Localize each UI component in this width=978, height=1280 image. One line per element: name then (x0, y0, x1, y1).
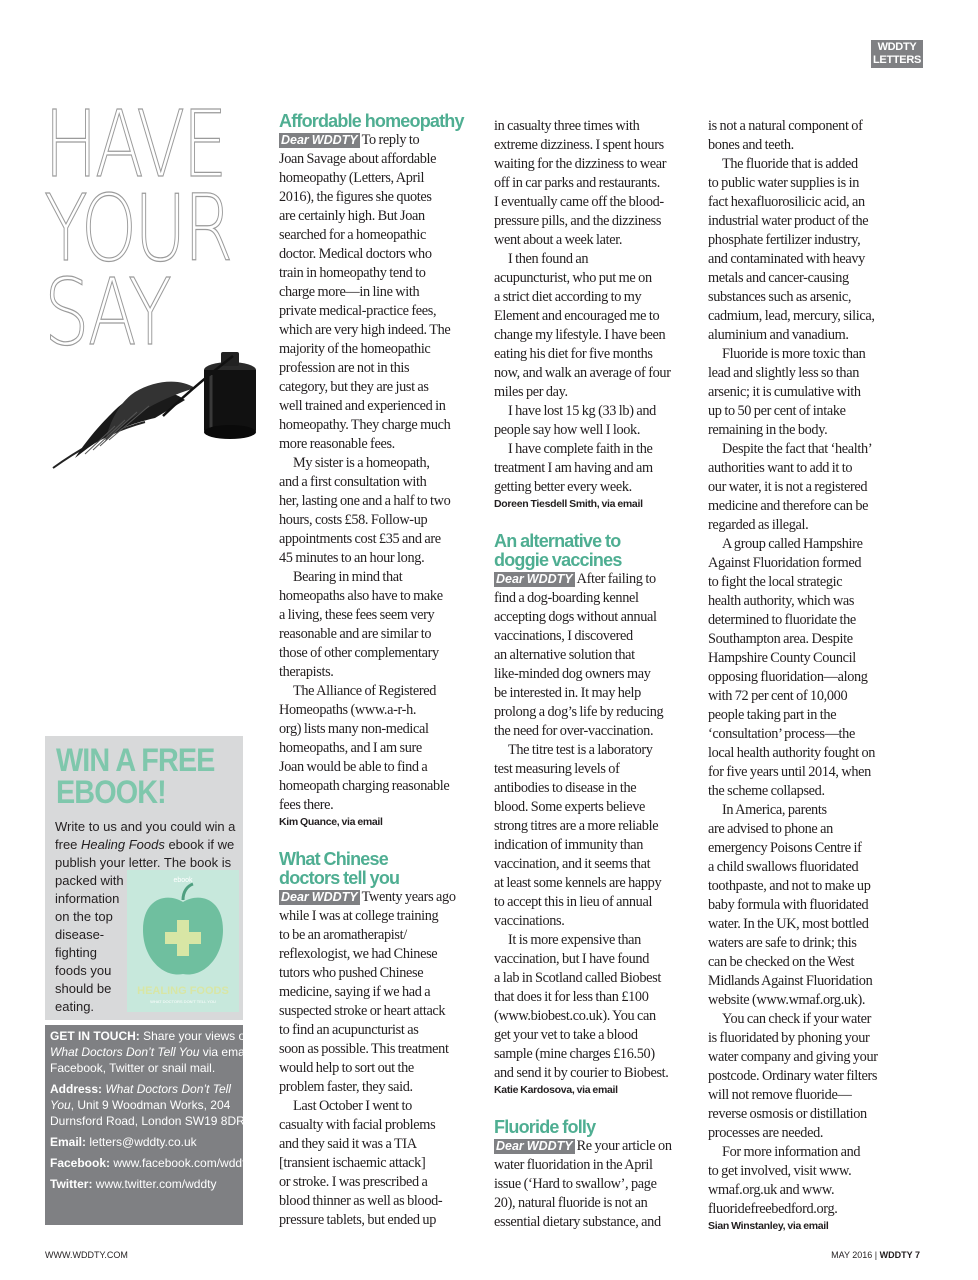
cover-title: HEALING FOODS (137, 985, 229, 997)
text-line: a living, these fees seem very (279, 607, 435, 623)
text-line: reflexologist, we had Chinese (279, 946, 438, 962)
contact-line: Twitter: www.twitter.com/wddty (50, 1177, 217, 1191)
text-line: A group called Hampshire (722, 536, 863, 552)
text-line: charge more—in line with (279, 284, 420, 300)
text-line: homeopathy (Letters, April (279, 170, 425, 186)
text-line: are advised to phone an (708, 821, 833, 837)
text-line: Last October I went to (293, 1098, 412, 1114)
title-line: HAVE (44, 91, 225, 198)
text-line: doctor. Medical doctors who (279, 246, 432, 262)
promo-text-line: on the top (55, 909, 113, 924)
text-line: strong titres are a more reliable (494, 818, 659, 834)
footer-page-info (831, 1250, 920, 1261)
text-line: are certainly high. But Joan (279, 208, 425, 224)
letter-paragraph (494, 402, 694, 440)
letter-signature: Katie Kardosova, via email (494, 1084, 618, 1096)
text-line: metals and cancer-causing (708, 270, 849, 286)
contact-block (50, 1028, 254, 1076)
text-line: hours, costs £58. Follow-up (279, 512, 428, 528)
text-line: tutors who pushed Chinese (279, 965, 424, 981)
page-title (44, 91, 231, 366)
letter-paragraph (279, 682, 479, 815)
text-line: is fluoridated by phoning your (708, 1030, 870, 1046)
text-line: Bearing in mind that (293, 569, 403, 585)
text-line: category, but they are just as (279, 379, 429, 395)
text-line: waters are safe to drink; this (708, 935, 857, 951)
text-line: eating his diet for five months (494, 346, 653, 362)
text-line: 45 minutes to an hour long. (279, 550, 425, 566)
letter-paragraph (708, 440, 908, 535)
contact-line: You, Unit 9 Woodman Works, 204 (50, 1098, 231, 1112)
text-line: emergency Poisons Centre if (708, 840, 862, 856)
text-line: I have complete faith in the (508, 441, 653, 457)
text-line: ‘consultation’ process—the (708, 726, 855, 742)
text-line: reasonable and are similar to (279, 626, 432, 642)
text-line: Joan would be able to find a (279, 759, 428, 775)
text-line: at least some kennels are happy (494, 875, 662, 891)
text-line: postcode. Ordinary water filters (708, 1068, 878, 1084)
text-line: issue (‘Hard to swallow’, page (494, 1176, 657, 1192)
letter-heading (494, 532, 694, 570)
text-line: I then found an (508, 251, 589, 267)
text-line: phosphate fertilizer industry, (708, 232, 861, 248)
dear-wddty-tag: Dear WDDTY (496, 572, 573, 586)
text-line: prolong a dog’s life by reducing (494, 704, 664, 720)
text-line: now, and walk an average of four (494, 365, 671, 381)
ebook-promo (45, 736, 243, 1020)
text-line: an alternative solution that (494, 647, 635, 663)
contact-block (50, 1081, 245, 1129)
promo-headline (56, 744, 214, 808)
text-line: baby formula with fluoridated (708, 897, 869, 913)
text-line: like-minded dog owners may (494, 666, 651, 682)
text-line: and contaminated with heavy (708, 251, 865, 267)
text-line: find a dog-boarding kennel (494, 590, 639, 606)
dear-wddty-tag: Dear WDDTY (281, 133, 358, 147)
letter-paragraph (279, 888, 479, 1097)
text-line: homeopathy. They charge much (279, 417, 451, 433)
text-line: pressure pills, and the dizziness (494, 213, 662, 229)
footer-page-number: WDDTY 7 (879, 1250, 920, 1260)
text-line: [transient ischaemic attack] (279, 1155, 426, 1171)
letter-paragraph (494, 741, 694, 931)
text-line: Element and encouraged me to (494, 308, 660, 324)
contact-block (50, 1155, 252, 1171)
text-line: fluoridefreebedford.org. (708, 1201, 838, 1217)
promo-text-line: eating. (55, 999, 95, 1014)
contact-block (50, 1134, 239, 1150)
text-line: industrial water product of the (708, 213, 869, 229)
text-line: (www.biobest.co.uk). You can (494, 1008, 656, 1024)
text-line: Fluoride is more toxic than (722, 346, 866, 362)
dear-wddty-tag: Dear WDDTY (281, 890, 358, 904)
text-line: pressure tablets, but ended up (279, 1212, 437, 1228)
article-column-3 (708, 117, 908, 1254)
text-line: or stroke. I was prescribed a (279, 1174, 428, 1190)
letter-heading-line: Affordable homeopathy (279, 111, 464, 131)
text-line: be interested in. It may help (494, 685, 641, 701)
text-line: those of other complementary (279, 645, 439, 661)
text-line: while I was at college training (279, 908, 439, 924)
promo-headline-line: EBOOK! (56, 774, 166, 810)
title-line: YOUR (44, 175, 231, 282)
text-line: would help to sort out the (279, 1060, 414, 1076)
text-line: indication of immunity than (494, 837, 644, 853)
text-line: local health authority fought on (708, 745, 876, 761)
text-line: and they said it was a TIA (279, 1136, 417, 1152)
text-line: which are very high indeed. The (279, 322, 451, 338)
text-line: opposing fluoridation—along (708, 669, 868, 685)
text-line: remaining in the body. (708, 422, 828, 438)
contact-line: Address: What Doctors Don’t Tell (50, 1082, 231, 1096)
badge-brand: WDDTY (877, 41, 917, 53)
text-line: vaccinations. (494, 913, 565, 929)
text-line: It is more expensive than (508, 932, 641, 948)
text-line: vaccinations, I discovered (494, 628, 633, 644)
text-line: majority of the homeopathic (279, 341, 431, 357)
text-line: and a first consultation with (279, 474, 427, 490)
text-line: vaccination, and it seems that (494, 856, 651, 872)
text-line: medicine and therefore can be (708, 498, 869, 514)
text-line: aluminium and vanadium. (708, 327, 849, 343)
text-line: getting better every week. (494, 479, 632, 495)
text-line: accepting dogs without annual (494, 609, 657, 625)
letter-heading-line: doctors tell you (279, 868, 400, 888)
text-line: The Alliance of Registered (293, 683, 437, 699)
text-line: more reasonable fees. (279, 436, 395, 452)
cover-top-label: ebook (173, 877, 193, 884)
letter-heading-line: An alternative to (494, 531, 621, 551)
promo-text-line: packed with (55, 873, 124, 888)
letter-paragraph (279, 568, 479, 682)
text-line: regarded as illegal. (708, 517, 809, 533)
text-line: the need for over-vaccination. (494, 723, 654, 739)
text-line: medicine, saying if we had a (279, 984, 431, 1000)
promo-text-line: Write to us and you could win a (55, 819, 236, 834)
letter-paragraph (708, 155, 908, 345)
letter-paragraph (494, 931, 694, 1083)
text-line: water fluoridation in the April (494, 1157, 653, 1173)
text-line: to be an aromatherapist/ (279, 927, 407, 943)
text-line: Against Fluoridation formed (708, 555, 862, 571)
letter-paragraph (708, 535, 908, 801)
text-line: For more information and (722, 1144, 861, 1160)
text-line: blood. Some experts believe (494, 799, 646, 815)
letter-paragraph (279, 131, 479, 454)
letter-heading-line: What Chinese (279, 849, 388, 869)
text-line: to fight the local strategic (708, 574, 843, 590)
text-line: In America, parents (722, 802, 827, 818)
text-line: went about a week later. (494, 232, 623, 248)
text-line: a lab in Scotland called Biobest (494, 970, 661, 986)
letter-paragraph (494, 250, 694, 402)
text-line: water company and giving your (708, 1049, 878, 1065)
text-line: website (www.wmaf.org.uk). (708, 992, 866, 1008)
text-line: lead and slightly less so than (708, 365, 859, 381)
text-line: essential dietary substance, and (494, 1214, 661, 1230)
text-line: 20), natural fluoride is not an (494, 1195, 648, 1211)
letter-signature: Kim Quance, via email (279, 816, 383, 828)
letter-heading-line: doggie vaccines (494, 550, 622, 570)
text-line: sample (mine charges £16.50) (494, 1046, 655, 1062)
title-line: SAY (44, 259, 169, 366)
section-badge (871, 40, 923, 68)
text-line: cadmium, lead, mercury, silica, (708, 308, 875, 324)
promo-text-line: disease- (55, 927, 105, 942)
text-line: org) lists many non-medical (279, 721, 429, 737)
contact-line: Facebook, Twitter or snail mail. (50, 1061, 216, 1075)
text-line: Dear WDDTY After failing to (496, 571, 656, 587)
text-line: Joan Savage about affordable (279, 151, 437, 167)
text-line: Dear WDDTY Twenty years ago (281, 889, 456, 905)
text-line: treatment I am having and am (494, 460, 653, 476)
contact-line: Durnsford Road, London SW19 8DR (50, 1114, 245, 1128)
promo-text-line: should be (55, 981, 112, 996)
text-line: change my lifestyle. I have been (494, 327, 666, 343)
letter-paragraph (494, 117, 694, 250)
text-line: a strict diet according to my (494, 289, 642, 305)
text-line: people taking part in the (708, 707, 837, 723)
text-line: The titre test is a laboratory (508, 742, 653, 758)
contact-line: Email: letters@wddty.co.uk (50, 1135, 197, 1149)
text-line: get your vet to take a blood (494, 1027, 638, 1043)
quill-inkwell-icon (45, 330, 270, 470)
text-line: searched for a homeopathic (279, 227, 426, 243)
text-line: test measuring levels of (494, 761, 620, 777)
letter-paragraph (494, 570, 694, 741)
letter-paragraph (708, 801, 908, 1010)
text-line: homeopath charging reasonable (279, 778, 450, 794)
text-line: authorities want to add it to (708, 460, 853, 476)
contact-line: What Doctors Don’t Tell You via email, (50, 1045, 254, 1059)
text-line: The fluoride that is added (722, 156, 858, 172)
text-line: with 72 per cent of 10,000 (708, 688, 848, 704)
text-line: to find an acupuncturist as (279, 1022, 419, 1038)
text-line: casualty with facial problems (279, 1117, 436, 1133)
promo-text-line: information (55, 891, 120, 906)
promo-text-line: foods you (55, 963, 112, 978)
badge-section: LETTERS (872, 54, 921, 66)
text-line: her, lasting one and a half to two (279, 493, 451, 509)
text-line: I eventually came off the blood- (494, 194, 664, 210)
text-line: Hampshire County Council (708, 650, 856, 666)
text-line: a child swallows fluoridated (708, 859, 859, 875)
text-line: soon as possible. This treatment (279, 1041, 449, 1057)
letter-paragraph (708, 117, 908, 155)
text-line: health authority, which was (708, 593, 855, 609)
text-line: the scheme collapsed. (708, 783, 825, 799)
text-line: well trained and experienced in (279, 398, 446, 414)
text-line: appointments cost £35 and are (279, 531, 441, 547)
text-line: bones and teeth. (708, 137, 794, 153)
footer-date: MAY 2016 | (831, 1250, 880, 1260)
letter-paragraph (494, 440, 694, 497)
text-line: up to 50 per cent of intake (708, 403, 846, 419)
letter-paragraph (708, 1143, 908, 1219)
promo-text-line: fighting (55, 945, 97, 960)
text-line: substances such as arsenic, (708, 289, 852, 305)
text-line: toothpaste, and not to make up (708, 878, 871, 894)
letter-signature: Sian Winstanley, via email (708, 1220, 829, 1232)
text-line: for five years until 2014, when (708, 764, 871, 780)
text-line: to get involved, visit www. (708, 1163, 852, 1179)
text-line: miles per day. (494, 384, 568, 400)
cover-subtitle: WHAT DOCTORS DON'T TELL YOU (150, 999, 216, 1004)
contact-line: GET IN TOUCH: Share your views on (50, 1029, 252, 1043)
article-column-1 (279, 112, 479, 1230)
text-line: people say how well I look. (494, 422, 641, 438)
letter-paragraph (708, 345, 908, 440)
text-line: therapists. (279, 664, 334, 680)
letter-paragraph (494, 1137, 694, 1232)
text-line: processes are needed. (708, 1125, 824, 1141)
text-line: will not remove fluoride— (708, 1087, 852, 1103)
text-line: fees there. (279, 797, 334, 813)
text-line: waiting for the dizziness to wear (494, 156, 667, 172)
text-line: Dear WDDTY To reply to (281, 132, 420, 148)
text-line: to accept this in lieu of annual (494, 894, 653, 910)
text-line: antibodies to disease in the (494, 780, 637, 796)
text-line: can be checked on the West (708, 954, 855, 970)
text-line: vaccination, but I have found (494, 951, 649, 967)
text-line: to public water supplies is in (708, 175, 859, 191)
text-line: arsenic; it is cumulative with (708, 384, 861, 400)
text-line: problem faster, they said. (279, 1079, 413, 1095)
text-line: You can check if your water (722, 1011, 871, 1027)
letter-heading-line: Fluoride folly (494, 1117, 596, 1137)
text-line: homeopaths, and I am sure (279, 740, 422, 756)
text-line: is not a natural component of (708, 118, 863, 134)
text-line: Dear WDDTY Re your article on (496, 1138, 672, 1154)
contact-line: Facebook: www.facebook.com/wddty (50, 1156, 252, 1170)
text-line: extreme dizziness. I spent hours (494, 137, 664, 153)
text-line: that does it for less than £100 (494, 989, 649, 1005)
text-line: homeopaths also have to make (279, 588, 443, 604)
text-line: reverse osmosis or distillation (708, 1106, 867, 1122)
text-line: suspected stroke or heart attack (279, 1003, 446, 1019)
text-line: My sister is a homeopath, (293, 455, 430, 471)
text-line: Southampton area. Despite (708, 631, 853, 647)
letter-paragraph (279, 454, 479, 568)
text-line: in casualty three times with (494, 118, 640, 134)
promo-text-line: free Healing Foods ebook if we (55, 837, 235, 852)
article-column-2 (494, 117, 694, 1232)
text-line: off in car parks and restaurants. (494, 175, 660, 191)
contact-block (50, 1176, 239, 1192)
text-line: blood thinner as well as blood- (279, 1193, 443, 1209)
promo-text-line: publish your letter. The book is (55, 855, 232, 870)
text-line: 2016), the figures she quotes (279, 189, 432, 205)
text-line: our water, it is not a registered (708, 479, 868, 495)
promo-headline-line: WIN A FREE (56, 742, 215, 778)
ebook-cover-image (127, 870, 239, 1012)
text-line: acupuncturist, who put me on (494, 270, 652, 286)
text-line: profession are not in this (279, 360, 410, 376)
text-line: wmaf.org.uk and www. (708, 1182, 835, 1198)
letter-heading (279, 112, 479, 131)
letter-heading (494, 1118, 694, 1137)
text-line: I have lost 15 kg (33 lb) and (508, 403, 656, 419)
text-line: Midlands Against Fluoridation (708, 973, 873, 989)
text-line: Homeopaths (www.a-r-h. (279, 702, 417, 718)
text-line: Despite the fact that ‘health’ (722, 441, 873, 457)
letter-paragraph (279, 1097, 479, 1230)
dear-wddty-tag: Dear WDDTY (496, 1139, 573, 1153)
letter-paragraph (708, 1010, 908, 1143)
letter-signature: Doreen Tiesdell Smith, via email (494, 498, 643, 510)
text-line: water. In the UK, most bottled (708, 916, 869, 932)
contact-box (45, 1025, 254, 1225)
letter-heading (279, 850, 479, 888)
footer-url: WWW.WDDTY.COM (45, 1250, 128, 1260)
text-line: fact hexafluorosilicic acid, an (708, 194, 865, 210)
text-line: determined to fluoridate the (708, 612, 856, 628)
text-line: and send it by courier to Biobest. (494, 1065, 669, 1081)
text-line: train in homeopathy tend to (279, 265, 426, 281)
text-line: private medical-practice fees, (279, 303, 437, 319)
